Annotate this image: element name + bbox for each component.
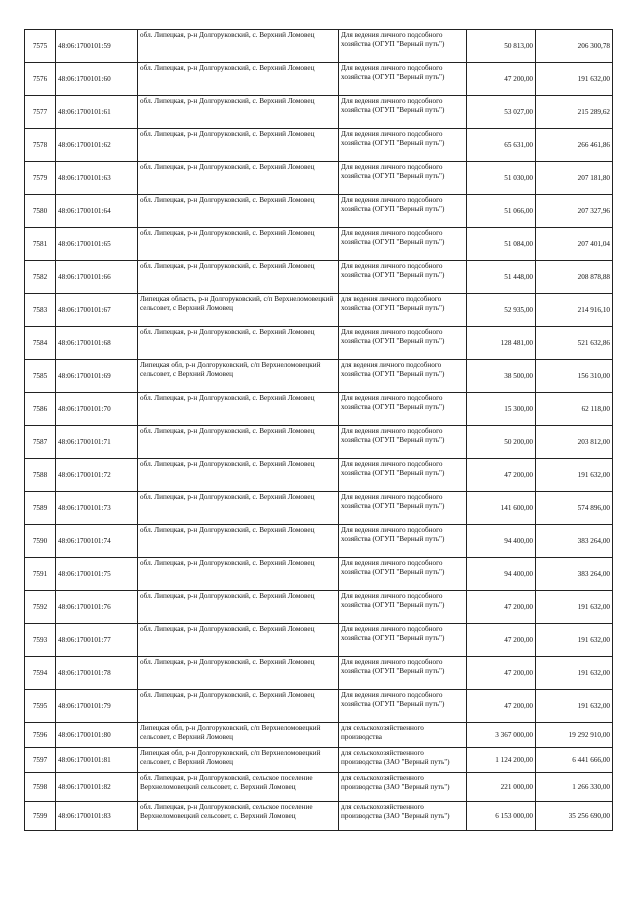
table-row bbox=[25, 459, 613, 492]
area-cell: 47 200,00 bbox=[467, 657, 536, 690]
cadastral-value-cell: 1 266 330,00 bbox=[536, 773, 613, 802]
address-cell: обл. Липецкая, р-н Долгоруковский, с. Верхний Ломовец bbox=[138, 129, 339, 162]
cadastral-number-cell: 48:06:1700101:74 bbox=[56, 525, 138, 558]
cadastral-number-cell: 48:06:1700101:59 bbox=[56, 30, 138, 63]
area-cell: 221 000,00 bbox=[467, 773, 536, 802]
area-cell: 3 367 000,00 bbox=[467, 723, 536, 748]
permitted-use-cell: для ведения личного подсобного хозяйства (ОГУП "Верный путь") bbox=[339, 294, 467, 327]
permitted-use-cell: Для ведения личного подсобного хозяйства (ОГУП "Верный путь") bbox=[339, 63, 467, 96]
cadastral-value-cell: 62 118,00 bbox=[536, 393, 613, 426]
cadastral-value-cell: 207 181,80 bbox=[536, 162, 613, 195]
row-number-cell: 7586 bbox=[25, 393, 56, 426]
table-row bbox=[25, 426, 613, 459]
table-row bbox=[25, 96, 613, 129]
cadastral-value-cell: 207 401,04 bbox=[536, 228, 613, 261]
row-number-cell: 7579 bbox=[25, 162, 56, 195]
permitted-use-cell: Для ведения личного подсобного хозяйства (ОГУП "Верный путь") bbox=[339, 228, 467, 261]
cadastral-value-cell: 206 300,78 bbox=[536, 30, 613, 63]
table-row bbox=[25, 30, 613, 63]
cadastral-value-cell: 156 310,00 bbox=[536, 360, 613, 393]
row-number-cell: 7592 bbox=[25, 591, 56, 624]
address-cell: Липецкая область, р-н Долгоруковский, с/п Верхнеломовецкий сельсовет, с Верхний Ломовец bbox=[138, 294, 339, 327]
table-row bbox=[25, 195, 613, 228]
cadastral-number-cell: 48:06:1700101:70 bbox=[56, 393, 138, 426]
row-number-cell: 7596 bbox=[25, 723, 56, 748]
permitted-use-cell: Для ведения личного подсобного хозяйства (ОГУП "Верный путь") bbox=[339, 459, 467, 492]
area-cell: 52 935,00 bbox=[467, 294, 536, 327]
area-cell: 47 200,00 bbox=[467, 624, 536, 657]
table-row bbox=[25, 657, 613, 690]
area-cell: 6 153 000,00 bbox=[467, 802, 536, 831]
cadastral-value-cell: 383 264,00 bbox=[536, 525, 613, 558]
area-cell: 128 481,00 bbox=[467, 327, 536, 360]
cadastral-value-cell: 191 632,00 bbox=[536, 591, 613, 624]
address-cell: обл. Липецкая, р-н Долгоруковский, с. Верхний Ломовец bbox=[138, 195, 339, 228]
address-cell: обл. Липецкая, р-н Долгоруковский, с. Верхний Ломовец bbox=[138, 393, 339, 426]
cadastral-value-cell: 191 632,00 bbox=[536, 624, 613, 657]
table-row bbox=[25, 802, 613, 831]
permitted-use-cell: Для ведения личного подсобного хозяйства (ОГУП "Верный путь") bbox=[339, 558, 467, 591]
row-number-cell: 7578 bbox=[25, 129, 56, 162]
address-cell: обл. Липецкая, р-н Долгоруковский, с. Верхний Ломовец bbox=[138, 96, 339, 129]
address-cell: обл. Липецкая, р-н Долгоруковский, с. Верхний Ломовец bbox=[138, 459, 339, 492]
table-row bbox=[25, 393, 613, 426]
cadastral-number-cell: 48:06:1700101:80 bbox=[56, 723, 138, 748]
permitted-use-cell: Для ведения личного подсобного хозяйства (ОГУП "Верный путь") bbox=[339, 492, 467, 525]
row-number-cell: 7587 bbox=[25, 426, 56, 459]
cadastral-value-cell: 19 292 910,00 bbox=[536, 723, 613, 748]
cadastral-number-cell: 48:06:1700101:71 bbox=[56, 426, 138, 459]
cadastral-number-cell: 48:06:1700101:68 bbox=[56, 327, 138, 360]
row-number-cell: 7575 bbox=[25, 30, 56, 63]
cadastral-value-cell: 266 461,86 bbox=[536, 129, 613, 162]
address-cell: обл. Липецкая, р-н Долгоруковский, с. Верхний Ломовец bbox=[138, 591, 339, 624]
address-cell: обл. Липецкая, р-н Долгоруковский, с. Верхний Ломовец bbox=[138, 624, 339, 657]
cadastral-number-cell: 48:06:1700101:83 bbox=[56, 802, 138, 831]
cadastral-value-cell: 191 632,00 bbox=[536, 690, 613, 723]
cadastral-number-cell: 48:06:1700101:76 bbox=[56, 591, 138, 624]
cadastral-value-cell: 383 264,00 bbox=[536, 558, 613, 591]
cadastral-number-cell: 48:06:1700101:82 bbox=[56, 773, 138, 802]
row-number-cell: 7593 bbox=[25, 624, 56, 657]
area-cell: 51 448,00 bbox=[467, 261, 536, 294]
address-cell: Липецкая обл, р-н Долгоруковский, с/п Верхнеломовецкий сельсовет, с Верхний Ломовец bbox=[138, 360, 339, 393]
address-cell: обл. Липецкая, р-н Долгоруковский, с. Верхний Ломовец bbox=[138, 657, 339, 690]
table-row bbox=[25, 773, 613, 802]
cadastral-number-cell: 48:06:1700101:60 bbox=[56, 63, 138, 96]
area-cell: 38 500,00 bbox=[467, 360, 536, 393]
cadastral-number-cell: 48:06:1700101:62 bbox=[56, 129, 138, 162]
row-number-cell: 7590 bbox=[25, 525, 56, 558]
area-cell: 51 084,00 bbox=[467, 228, 536, 261]
cadastral-number-cell: 48:06:1700101:64 bbox=[56, 195, 138, 228]
cadastral-value-cell: 207 327,96 bbox=[536, 195, 613, 228]
table-row bbox=[25, 525, 613, 558]
address-cell: обл. Липецкая, р-н Долгоруковский, с. Верхний Ломовец bbox=[138, 426, 339, 459]
row-number-cell: 7582 bbox=[25, 261, 56, 294]
row-number-cell: 7594 bbox=[25, 657, 56, 690]
area-cell: 65 631,00 bbox=[467, 129, 536, 162]
cadastral-value-cell: 574 896,00 bbox=[536, 492, 613, 525]
row-number-cell: 7588 bbox=[25, 459, 56, 492]
cadastral-value-cell: 203 812,00 bbox=[536, 426, 613, 459]
cadastral-number-cell: 48:06:1700101:66 bbox=[56, 261, 138, 294]
permitted-use-cell: для сельскохозяйственного производства (ЗАО "Верный путь") bbox=[339, 773, 467, 802]
table-row bbox=[25, 360, 613, 393]
row-number-cell: 7580 bbox=[25, 195, 56, 228]
address-cell: Липецкая обл, р-н Долгоруковский, с/п Верхнеломовецкий сельсовет, с Верхний Ломовец bbox=[138, 748, 339, 773]
cadastral-number-cell: 48:06:1700101:73 bbox=[56, 492, 138, 525]
permitted-use-cell: Для ведения личного подсобного хозяйства (ОГУП "Верный путь") bbox=[339, 129, 467, 162]
cadastral-number-cell: 48:06:1700101:72 bbox=[56, 459, 138, 492]
cadastral-number-cell: 48:06:1700101:79 bbox=[56, 690, 138, 723]
area-cell: 94 400,00 bbox=[467, 525, 536, 558]
area-cell: 15 300,00 bbox=[467, 393, 536, 426]
cadastral-value-cell: 191 632,00 bbox=[536, 459, 613, 492]
area-cell: 51 066,00 bbox=[467, 195, 536, 228]
address-cell: обл. Липецкая, р-н Долгоруковский, с. Верхний Ломовец bbox=[138, 327, 339, 360]
cadastral-value-cell: 208 878,88 bbox=[536, 261, 613, 294]
permitted-use-cell: Для ведения личного подсобного хозяйства (ОГУП "Верный путь") bbox=[339, 261, 467, 294]
cadastral-number-cell: 48:06:1700101:67 bbox=[56, 294, 138, 327]
cadastral-number-cell: 48:06:1700101:61 bbox=[56, 96, 138, 129]
address-cell: обл. Липецкая, р-н Долгоруковский, с. Верхний Ломовец bbox=[138, 558, 339, 591]
permitted-use-cell: Для ведения личного подсобного хозяйства (ОГУП "Верный путь") bbox=[339, 591, 467, 624]
permitted-use-cell: Для ведения личного подсобного хозяйства (ОГУП "Верный путь") bbox=[339, 657, 467, 690]
table-row bbox=[25, 162, 613, 195]
row-number-cell: 7581 bbox=[25, 228, 56, 261]
permitted-use-cell: для сельскохозяйственного производства (ЗАО "Верный путь") bbox=[339, 748, 467, 773]
permitted-use-cell: Для ведения личного подсобного хозяйства (ОГУП "Верный путь") bbox=[339, 96, 467, 129]
cadastral-number-cell: 48:06:1700101:69 bbox=[56, 360, 138, 393]
row-number-cell: 7598 bbox=[25, 773, 56, 802]
address-cell: обл. Липецкая, р-н Долгоруковский, с. Верхний Ломовец bbox=[138, 228, 339, 261]
permitted-use-cell: Для ведения личного подсобного хозяйства (ОГУП "Верный путь") bbox=[339, 525, 467, 558]
land-plots-table bbox=[24, 29, 613, 831]
permitted-use-cell: Для ведения личного подсобного хозяйства (ОГУП "Верный путь") bbox=[339, 690, 467, 723]
address-cell: обл. Липецкая, р-н Долгоруковский, с. Верхний Ломовец bbox=[138, 63, 339, 96]
table-row bbox=[25, 228, 613, 261]
cadastral-value-cell: 214 916,10 bbox=[536, 294, 613, 327]
cadastral-number-cell: 48:06:1700101:78 bbox=[56, 657, 138, 690]
table-row bbox=[25, 261, 613, 294]
table-row bbox=[25, 492, 613, 525]
row-number-cell: 7595 bbox=[25, 690, 56, 723]
row-number-cell: 7591 bbox=[25, 558, 56, 591]
address-cell: обл. Липецкая, р-н Долгоруковский, с. Верхний Ломовец bbox=[138, 162, 339, 195]
address-cell: обл. Липецкая, р-н Долгоруковский, с. Верхний Ломовец bbox=[138, 261, 339, 294]
row-number-cell: 7599 bbox=[25, 802, 56, 831]
table-row bbox=[25, 723, 613, 748]
area-cell: 51 030,00 bbox=[467, 162, 536, 195]
cadastral-number-cell: 48:06:1700101:75 bbox=[56, 558, 138, 591]
cadastral-value-cell: 6 441 666,00 bbox=[536, 748, 613, 773]
address-cell: обл. Липецкая, р-н Долгоруковский, с. Верхний Ломовец bbox=[138, 690, 339, 723]
cadastral-value-cell: 191 632,00 bbox=[536, 657, 613, 690]
table-row bbox=[25, 624, 613, 657]
cadastral-value-cell: 215 289,62 bbox=[536, 96, 613, 129]
table-body bbox=[25, 30, 613, 831]
row-number-cell: 7576 bbox=[25, 63, 56, 96]
permitted-use-cell: Для ведения личного подсобного хозяйства (ОГУП "Верный путь") bbox=[339, 624, 467, 657]
cadastral-value-cell: 191 632,00 bbox=[536, 63, 613, 96]
table-row bbox=[25, 294, 613, 327]
address-cell: обл. Липецкая, р-н Долгоруковский, сельское поселение Верхнеломовецкий сельсовет, с. Верхний Ломовец bbox=[138, 773, 339, 802]
permitted-use-cell: для ведения личного подсобного хозяйства (ОГУП "Верный путь") bbox=[339, 360, 467, 393]
row-number-cell: 7585 bbox=[25, 360, 56, 393]
row-number-cell: 7597 bbox=[25, 748, 56, 773]
area-cell: 94 400,00 bbox=[467, 558, 536, 591]
area-cell: 141 600,00 bbox=[467, 492, 536, 525]
table-row bbox=[25, 63, 613, 96]
table-row bbox=[25, 129, 613, 162]
permitted-use-cell: Для ведения личного подсобного хозяйства (ОГУП "Верный путь") bbox=[339, 393, 467, 426]
cadastral-number-cell: 48:06:1700101:81 bbox=[56, 748, 138, 773]
area-cell: 47 200,00 bbox=[467, 591, 536, 624]
cadastral-number-cell: 48:06:1700101:65 bbox=[56, 228, 138, 261]
cadastral-value-cell: 521 632,86 bbox=[536, 327, 613, 360]
address-cell: Липецкая обл, р-н Долгоруковский, с/п Верхнеломовецкий сельсовет, с Верхний Ломовец bbox=[138, 723, 339, 748]
row-number-cell: 7583 bbox=[25, 294, 56, 327]
area-cell: 1 124 200,00 bbox=[467, 748, 536, 773]
permitted-use-cell: для сельскохозяйственного производства (ЗАО "Верный путь") bbox=[339, 802, 467, 831]
area-cell: 50 200,00 bbox=[467, 426, 536, 459]
table-row bbox=[25, 558, 613, 591]
row-number-cell: 7577 bbox=[25, 96, 56, 129]
permitted-use-cell: Для ведения личного подсобного хозяйства (ОГУП "Верный путь") bbox=[339, 426, 467, 459]
permitted-use-cell: Для ведения личного подсобного хозяйства (ОГУП "Верный путь") bbox=[339, 162, 467, 195]
permitted-use-cell: Для ведения личного подсобного хозяйства (ОГУП "Верный путь") bbox=[339, 195, 467, 228]
table-row bbox=[25, 327, 613, 360]
table-row bbox=[25, 690, 613, 723]
table-row bbox=[25, 591, 613, 624]
address-cell: обл. Липецкая, р-н Долгоруковский, сельское поселение Верхнеломовецкий сельсовет, с. Верхний Ломовец bbox=[138, 802, 339, 831]
area-cell: 47 200,00 bbox=[467, 690, 536, 723]
address-cell: обл. Липецкая, р-н Долгоруковский, с. Верхний Ломовец bbox=[138, 30, 339, 63]
address-cell: обл. Липецкая, р-н Долгоруковский, с. Верхний Ломовец bbox=[138, 525, 339, 558]
row-number-cell: 7584 bbox=[25, 327, 56, 360]
area-cell: 53 027,00 bbox=[467, 96, 536, 129]
address-cell: обл. Липецкая, р-н Долгоруковский, с. Верхний Ломовец bbox=[138, 492, 339, 525]
cadastral-value-cell: 35 256 690,00 bbox=[536, 802, 613, 831]
cadastral-number-cell: 48:06:1700101:77 bbox=[56, 624, 138, 657]
permitted-use-cell: Для ведения личного подсобного хозяйства (ОГУП "Верный путь") bbox=[339, 327, 467, 360]
area-cell: 47 200,00 bbox=[467, 459, 536, 492]
area-cell: 47 200,00 bbox=[467, 63, 536, 96]
permitted-use-cell: Для ведения личного подсобного хозяйства (ОГУП "Верный путь") bbox=[339, 30, 467, 63]
table-row bbox=[25, 748, 613, 773]
permitted-use-cell: для сельскохозяйственного производства bbox=[339, 723, 467, 748]
cadastral-number-cell: 48:06:1700101:63 bbox=[56, 162, 138, 195]
row-number-cell: 7589 bbox=[25, 492, 56, 525]
area-cell: 50 813,00 bbox=[467, 30, 536, 63]
